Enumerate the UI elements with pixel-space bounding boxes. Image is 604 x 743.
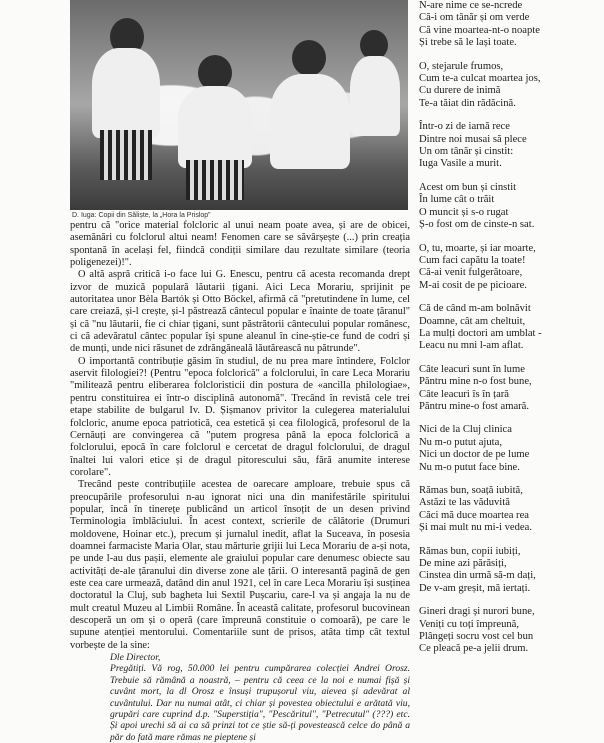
poem-line: De v-am greșit, mă iertați. — [419, 582, 531, 594]
poem-line: Dintre noi musai să plece — [419, 133, 527, 145]
poem-stanza — [419, 364, 599, 414]
poem-line: Păntru mine n-o fost bune, — [419, 376, 532, 388]
poem-stanza — [419, 0, 599, 50]
poem-stanza — [419, 546, 599, 596]
poem-line: Cum faci capătu la toate! — [419, 254, 526, 266]
funeral-poem — [419, 0, 599, 667]
poem-line: Cum te-a culcat moartea jos, — [419, 73, 541, 85]
letter-body: Pregătiți. Vă rog, 50.000 lei pentru cumpărarea colecției Andrei Orosz. Trebuie să rămână a noastră, – pentru că ceea ce la noi e numai fișă și cuvânt mort, la dl Orosz e însuși trupușorul viu, aievea și adevărat al cuvântului. Dar nu numai atât, ci chiar și povestea obiectului e arătată viu, grupări care cuprind d.p. "Superstiția", "Pescăritul", "Petrecutul" (???) etc. Și apoi urechi să ai ca să prinzi tot ce știe să-ți povestească celce do până a păr do fată mare rămas ne pieptene și — [110, 663, 410, 743]
photo-caption: D. Iuga: Copii din Săliște, la „Hora la Prislop” — [72, 212, 211, 219]
poem-line: Gineri dragi și nurori bune, — [419, 606, 535, 618]
poem-line: Într-o zi de iarnă rece — [419, 121, 510, 133]
article-paragraph: O altă aspră critică i-o face lui G. Enescu, pentru că acesta recomanda drept izvor de muzică populară lăutarii țigani. Aici Leca Morariu, sprijinit pe autoritatea unor Bèla Bartók și Otto Böckel, afirmă că "pretutindene în lume, cel care creiază, și-l crește, și-l păstrează cântecul popular e înainte de toate țăranul" și că "nu lăutarii, fie ci chiar țigani, sunt păstrătorii cântecului popular românesc, ci că adevăratul cântec popular își spune aleanul în cine-știe-ce fund de codri și de munți, unde nici răsunet de zdrăngăneală lăutărească nu pătrunde". — [70, 269, 410, 355]
poem-line: Că vine moartea-nt-o noapte — [419, 24, 540, 36]
poem-line: Câte leacuri îs în țară — [419, 388, 510, 400]
poem-line: Nu m-o putut ajuta, — [419, 436, 502, 448]
poem-line: Veniți cu toți împreună, — [419, 618, 520, 630]
poem-stanza — [419, 243, 599, 293]
poem-line: Leacu nu mni l-am aflat. — [419, 340, 524, 352]
article-paragraph: Trecând peste contribuțiile acestea de oarecare amploare, trebuie spus că preocupările profesorului n-au ignorat nici una din manifestările spiritului popular, încă în tinerețe publicând un articol însoțit de un desen privind Terminologia îmblăciului. În acest context, scrierile de călătorie (Drumuri moldovene, Hoinar etc.), precum și jurnalul inedit, aflat la Suceava, în posesia doamnei farmaciste Maria Olar, stau mărturie grijii lui Leca Morariu de a-și nota, pe unde l-au dus pașii, elemente ale graiului popular care denumesc obiecte sau activități de-ale țăranului din diverse zone ale țării. O interesantă pagină de gen este cea care urmează, datând din anul 1921, cel în care Leca Morariu își susținea doctoratul la Cluj, sub bagheta lui Sextil Pușcariu, care-l va și angaja la nu de mult creatul Muzeu al Limbii Române. În această calitate, profesorul bucovinean descoperă un om și o operă (care împreună constituie o comoară), pe care le supune atenției mentorului. Comentariile sunt de prisos, atâta timp cât textul vorbește de la sine: — [70, 479, 410, 651]
poem-line: Că de când m-am bolnăvit — [419, 303, 531, 315]
poem-stanza — [419, 303, 599, 353]
poem-line: Nici de la Cluj clinica — [419, 424, 512, 436]
poem-line: O, tu, moarte, și iar moarte, — [419, 242, 536, 254]
poem-line: Căci mă duce moartea rea — [419, 509, 529, 521]
folklore-photo — [70, 0, 408, 210]
poem-stanza — [419, 61, 599, 111]
poem-line: N-are nime ce se-ncrede — [419, 0, 523, 11]
poem-line: M-ai cosit de pe picioare. — [419, 279, 527, 291]
poem-stanza — [419, 485, 599, 535]
poem-line: Câte leacuri sunt în lume — [419, 363, 525, 375]
poem-line: Te-a tăiat din rădăcină. — [419, 97, 516, 109]
poem-line: O, stejarule frumos, — [419, 60, 504, 72]
poem-stanza — [419, 182, 599, 232]
article-paragraph: O importantă contribuție găsim în studiul, de nu prea mare întindere, Folclor aservit filologiei?! (Pentru "epoca folclorică" a folclorului, în care Leca Morariu "militează pentru eliberarea folcloristicii din postura de «ancilla philologiae», pentru constituirea ei într-o disciplină autonomă". Trecând în revistă cele trei etape stabilite de bulgarul Iv. D. Șișmanov privitor la culegerea materialului folcloric, anume epoca patriotică, cea estetică și cea filologică, profesorul de la Cernăuți are convingerea că "putem progresa până la epoca folclorică a folclorului, epocă în care folclorul e cercetat de dragul folclorului, de dragul înaltei lui valori etice și de dragul pitorescului său, fără anumite interese corolare". — [70, 355, 410, 478]
article-paragraph: pentru că "orice material folcloric al unui neam poate avea, și are de obicei, asemănări cu folclorul altui neam! Fenomen care se săvârșește (...) prin creația spontană în același fel, fiindcă condiții similare dau rezultate similare (teoria poligenezei)!". — [70, 220, 410, 269]
letter-salutation: Dle Director, — [110, 652, 161, 664]
poem-line: La mulți doctori am umblat - — [419, 327, 542, 339]
poem-line: Păntru mine-o fost amară. — [419, 400, 530, 412]
poem-line: Și trebe să le lași toate. — [419, 37, 517, 49]
poem-line: Că-i om tânăr și om verde — [419, 12, 530, 24]
poem-line: Ce pleacă pe-a jelii drum. — [419, 643, 529, 655]
poem-line: De mine azi părăsiți, — [419, 558, 507, 570]
poem-stanza — [419, 606, 599, 656]
poem-line: Că-ai venit fulgerătoare, — [419, 267, 523, 279]
poem-stanza — [419, 424, 599, 474]
poem-line: Ș-o fost om de cinste-n sat. — [419, 219, 535, 231]
poem-line: Un om tânăr și cinstit: — [419, 146, 514, 158]
poem-line: Iuga Vasile a murit. — [419, 158, 502, 170]
poem-line: Cu durere de inimă — [419, 85, 501, 97]
poem-line: Rămas bun, soață iubită, — [419, 485, 523, 496]
article-body — [70, 220, 410, 743]
poem-line: Doamne, cât am cheltuit, — [419, 315, 526, 327]
poem-line: O muncit și s-o rugat — [419, 206, 509, 218]
poem-line: Și mai mult nu mi-i vedea. — [419, 522, 532, 534]
poem-line: În lume cât o trăit — [419, 194, 495, 206]
poem-line: Rămas bun, copii iubiți, — [419, 545, 521, 557]
poem-line: Astăzi te las văduvită — [419, 497, 510, 509]
poem-line: Cinstea din urmă să-m dați, — [419, 570, 536, 582]
poem-line: Nu m-o putut face bine. — [419, 461, 520, 473]
poem-line: Plângeți socru vost cel bun — [419, 631, 534, 643]
poem-line: Nici un doctor de pe lume — [419, 449, 530, 461]
poem-line: Acest om bun și cinstit — [419, 181, 517, 193]
poem-stanza — [419, 121, 599, 171]
